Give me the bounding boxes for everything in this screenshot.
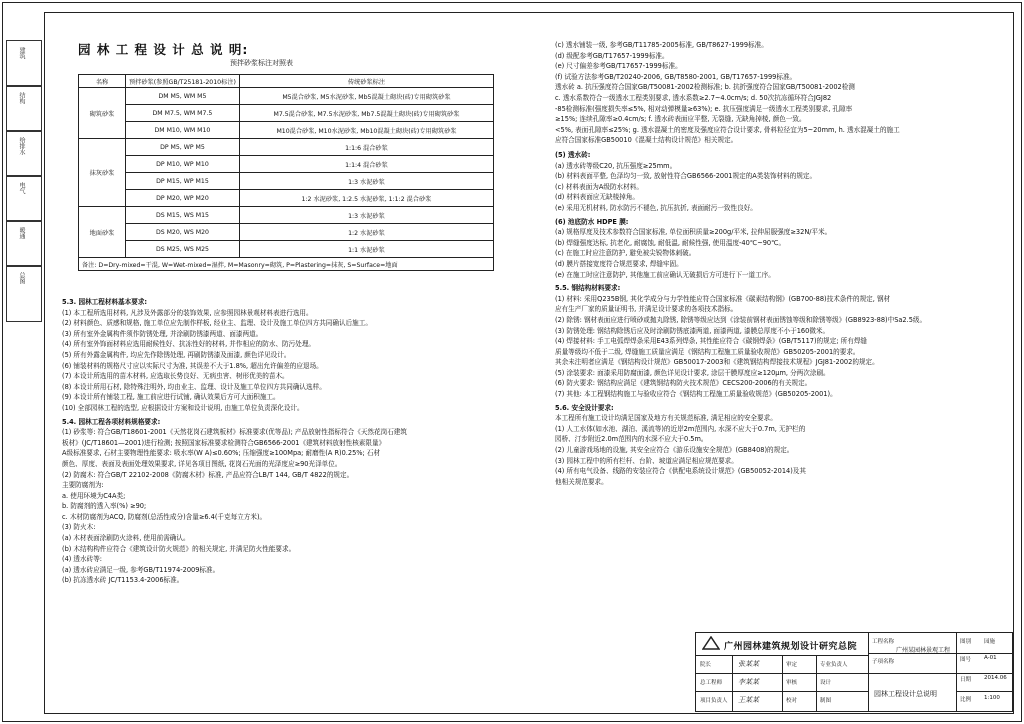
section-line: (6) 铺装材料的规格尺寸应以实际尺寸为准, 其误差不大于1.8%, 超出允许偏差的应退场。 [62, 361, 323, 370]
section-line: 应有生产厂家的质量证明书, 并满足设计要求的各项技术指标。 [555, 305, 738, 314]
desc-cell: 1:2 水泥砂浆 [239, 224, 493, 241]
table-header-cell: 预拌砂浆(参照GB/T25181-2010标注) [126, 75, 240, 88]
side-label: 暖通 [18, 227, 25, 239]
section-line: (a) 透水砖等级C20, 抗压强度≥25mm。 [555, 161, 677, 170]
section-heading: 5.3. 园林工程材料基本要求: [62, 298, 148, 306]
section-line: 其余未注明者应满足《钢结构设计规范》GB50017-2003和《建筑钢结构焊接技术规程》JGJ81-2002的规定。 [555, 358, 879, 367]
tb-label: 设计 [820, 680, 832, 686]
code-cell: DP M10, WP M10 [126, 156, 240, 173]
tb-label: 日期 [960, 677, 972, 683]
code-cell: DM M7.5, WM M7.5 [126, 105, 240, 122]
tb-label: 院长 [700, 662, 712, 668]
section-line: (4) 焊接材料: 手工电弧焊焊条采用E43系列焊条, 其性能应符合《碳钢焊条》(GB/T5117)的规定; 所有焊缝 [555, 337, 868, 346]
desc-cell: M10混合砂浆, M10水泥砂浆, Mb10混凝土砌块(砖)专用砌筑砂浆 [239, 122, 493, 139]
side-label: 总图 [18, 272, 25, 284]
section-heading: 5.6. 安全设计要求: [555, 403, 614, 412]
tb-value: 2014.06 [984, 675, 1007, 681]
section-line: (1) 本工程所选用材料, 凡涉及外露部分的装饰效果, 应参照园林景观材料表进行选用。 [62, 308, 313, 317]
section-line: (4) 透水砖等: [62, 555, 103, 564]
table-row [79, 105, 494, 122]
section-line: 主要防腐剂为: [62, 481, 104, 490]
section-line: (b) 焊缝强度达标, 抗老化, 耐腐蚀, 耐低温, 耐候性强, 使用温度-40℃~90℃。 [555, 238, 786, 247]
right-column [555, 147, 1005, 487]
document-title: 园 林 工 程 设 计 总 说 明: [78, 42, 249, 57]
code-cell: DS M25, WS M25 [126, 241, 240, 258]
desc-cell: 1:1:4 混合砂浆 [239, 156, 493, 173]
section-heading: (6) 池底防水 HDPE 膜: [555, 217, 629, 226]
tb-label: 总工程师 [700, 680, 723, 686]
tb-label: 子项名称 [872, 659, 895, 665]
section-line: ≥15%; 连续孔隙率≥0.4cm/s; f. 透水砖表面应平整, 无裂缝, 无缺角掉棱, 颜色一致。 [555, 115, 806, 124]
code-cell: DM M5, WM M5 [126, 88, 240, 105]
section-line: 应符合国家标准GB50010《混凝土结构设计规范》相关规定。 [555, 136, 738, 145]
table-row [79, 88, 494, 105]
section-line: 本工程所有施工设计均满足国家及地方有关规范标准, 满足相应的安全要求。 [555, 414, 777, 423]
table-row [79, 241, 494, 258]
tb-label: 工程名称 [872, 639, 895, 645]
section-line: (2) 防腐木: 符合GB/T 22102-2008《防腐木材》标准, 产品应符合LB/T 144, GB/T 4822的规定。 [62, 470, 354, 479]
section-line: a. 使用环境为C4A类; [62, 491, 126, 500]
left-column [62, 294, 532, 586]
section-line: (5) 所有外露金属构件, 均应先作除锈处理, 再刷防锈漆及面漆, 颜色详见设计。 [62, 350, 291, 359]
table-title: 预拌砂浆标注对照表 [230, 59, 293, 67]
desc-cell: 1:1 水泥砂浆 [239, 241, 493, 258]
category-cell: 砌筑砂浆 [79, 88, 126, 139]
desc-cell: 1:3 水泥砂浆 [239, 173, 493, 190]
title-block [695, 632, 1013, 712]
side-strip [6, 40, 42, 320]
desc-cell: 1:2 水泥砂浆, 1:2.5 水泥砂浆, 1:1:2 混合砂浆 [239, 190, 493, 207]
signature: 王某某 [738, 696, 759, 704]
side-label: 给排水 [18, 137, 25, 155]
section-line: (5) 涂装要求: 面漆采用防腐面漆, 颜色详见设计要求, 涂层干膜厚度应≥120μm, 分两次涂刷。 [555, 368, 830, 377]
section-line: <5%, 表面孔隙率≤25%; g. 透水混凝土的密度及强度应符合设计要求, 骨料粒径宜为5~20mm, h. 透水混凝土的施工 [555, 125, 900, 134]
section-line: (b) 抗冻透水砖 JC/T1153.4-2006标准。 [62, 576, 184, 585]
tb-label: 审定 [786, 662, 798, 668]
desc-cell: M5混合砂浆, M5水泥砂浆, Mb5混凝土砌块(砖)专用砌筑砂浆 [239, 88, 493, 105]
section-line: (10) 全部园林工程的选型, 应根据设计方案和设计说明, 由施工单位负责深化设计。 [62, 403, 304, 412]
tb-label: 图号 [960, 657, 972, 663]
tb-label: 制图 [820, 698, 832, 704]
section-line: (b) 木结构构件应符合《建筑设计防火规范》的相关规定, 并满足防火性能要求。 [62, 544, 296, 553]
section-line: 质量等级均不低于二级, 焊缝施工质量应满足《钢结构工程施工质量验收规范》GB50205-2001的要求。 [555, 347, 860, 356]
table-row [79, 224, 494, 241]
tb-label: 校对 [786, 698, 798, 704]
table-row [79, 207, 494, 224]
category-cell: 地面砂浆 [79, 207, 126, 258]
right-column-top [555, 40, 1005, 146]
section-line: (2) 除锈: 钢材表面应进行喷砂或抛丸除锈, 除锈等级应达到《涂装前钢材表面锈蚀等级和除锈等级》(GB8923-88)中Sa2.5级。 [555, 315, 927, 324]
section-line: 他相关规范要求。 [555, 477, 608, 486]
section-line: (6) 防火要求: 钢结构应满足《建筑钢结构防火技术规范》CECS200-2006的有关规定。 [555, 379, 812, 388]
table-header-cell: 名称 [79, 75, 126, 88]
section-line: (3) 园林工程中的所有栏杆、台阶、坡道应满足相应规范要求。 [555, 456, 738, 465]
desc-cell: 1:1:6 混合砂浆 [239, 139, 493, 156]
section-line: (f) 试验方法参考GB/T20240-2006, GB/T8580-2001, GB/T17657-1999标准。 [555, 72, 797, 81]
section-line: (d) 材料表面应无缺棱掉角。 [555, 193, 639, 202]
table-header-cell: 传统砂浆标注 [239, 75, 493, 88]
mortar-table [78, 74, 494, 271]
section-line: (d) 级配参考GB/T17657-1999标准。 [555, 51, 669, 60]
code-cell: DS M20, WS M20 [126, 224, 240, 241]
tb-value: A-01 [984, 655, 997, 661]
tb-label: 审核 [786, 680, 798, 686]
table-row [79, 139, 494, 156]
code-cell: DP M20, WP M20 [126, 190, 240, 207]
table-row [79, 173, 494, 190]
tb-label: 专业负责人 [820, 662, 848, 668]
section-line: 板材》(JC/T18601—2001)进行检测; 按照国家标准要求检测符合GB6566-2001《建筑材料放射性核素限量》 [62, 438, 386, 447]
section-line: (e) 在施工时应注意防护, 其他施工前应确认无破损后方可进行下一道工序。 [555, 270, 775, 279]
code-cell: DS M15, WS M15 [126, 207, 240, 224]
section-line: (e) 采用无机材料, 防水防污不褪色, 抗压抗折, 表面耐污一致性良好。 [555, 203, 757, 212]
company-name: 广州园林建筑规划设计研究总院 [724, 642, 858, 652]
section-heading: 5.4. 园林工程各项材料规格要求: [62, 417, 161, 426]
section-line: (a) 规格厚度及技术参数符合国家标准, 单位面积质量≥200g/平米, 拉伸屈服强度≥32N/平米。 [555, 228, 832, 237]
tb-label: 项目负责人 [700, 698, 728, 704]
section-line: (3) 所有室外金属构件须作防锈处理, 并涂刷防锈漆两道、面漆两道。 [62, 329, 263, 338]
section-line: (a) 木材表面涂刷防火涂料, 使用前需确认。 [62, 534, 190, 543]
section-line: (2) 儿童游戏场地的设施, 其安全应符合《游乐设施安全规范》(GB8408)的规定。 [555, 446, 794, 455]
table-header-row [79, 75, 494, 88]
section-line: (b) 材料表面平整, 色泽均匀一致, 放射性符合GB6566-2001规定的A类装饰材料的规定。 [555, 172, 817, 181]
section-line: (1) 砂浆等: 符合GB/T18601-2001《天然花岗石建筑板材》标准要求(优等品); 产品放射性指标符合《天然花岗石建筑 [62, 428, 407, 437]
tb-value: 园施 [984, 639, 996, 645]
section-line: (3) 防锈处理: 钢结构除锈后应及时涂刷防锈底漆两道, 面漆两道, 漆膜总厚度不小于160微米。 [555, 326, 830, 335]
table-note-row [79, 258, 494, 271]
section-line: c. 透水系数符合一级透水工程类别要求, 透水系数≥2.7~4.0cm/s; d. 50次抗冻循环符合JGJ82 [555, 93, 832, 102]
section-line: 透水砖 a. 抗压强度符合国家GB/T50081-2002检测标准; b. 抗折强度符合国家GB/T50081-2002检测 [555, 83, 855, 92]
section-line: -85检测标准(强度损失率≤5%, 相对动弹模量≥63%); e. 抗压强度满足一级透水工程类别要求, 孔隙率 [555, 104, 853, 113]
table-row [79, 156, 494, 173]
side-label: 电气 [18, 182, 25, 194]
section-line: 园桥、汀步附近2.0m范围内的水深不应大于0.5m。 [555, 435, 708, 444]
section-line: (7) 其他: 本工程钢结构施工与验收应符合《钢结构工程施工质量验收规范》(GB50205-2001)。 [555, 390, 837, 399]
project-name: 广州某园林景观工程 [896, 647, 951, 654]
section-line: A级标准要求, 石材主要物理性能要求: 吸水率(W A)≤0.60%; 压缩强度≥100Mpa; 耐磨性(A R)0.25%; 石材 [62, 449, 381, 458]
section-line: c. 木材防腐剂为ACQ, 防腐剂(总活性成分)含量≥6.4(千克每立方米)。 [62, 512, 267, 521]
category-cell: 抹灰砂浆 [79, 139, 126, 207]
section-line: (4) 所有室外饰面材料应选用耐候性好、抗冻性好的材料, 并作相应的防水、防污处理。 [62, 340, 316, 349]
code-cell: DP M15, WP M15 [126, 173, 240, 190]
section-line: (a) 透水砖应满足一级, 参考GB/T11974-2009标准。 [62, 565, 220, 574]
section-heading: 5.5. 钢结构材料要求: [555, 284, 621, 293]
section-line: (4) 所有电气设备、线路的安装应符合《供配电系统设计规范》(GB50052-2014)及其 [555, 467, 806, 476]
section-line: (e) 尺寸偏差参考GB/T17657-1999标准。 [555, 62, 682, 71]
section-line: (3) 防火木: [62, 523, 96, 532]
section-line: (1) 材料: 采用Q235B钢, 其化学成分与力学性能应符合国家标准《碳素结构钢》(GB700-88)技术条件的规定, 钢材 [555, 294, 891, 303]
section-line: (2) 材料颜色、质感和规格, 施工单位应先制作样板, 经业主、监理、设计及施工单位四方共同确认后施工。 [62, 319, 372, 328]
table-note: 备注: D=Dry-mixed=干混, W=Wet-mixed=湿拌, M=Masonry=砌筑, P=Plastering=抹灰, S=Surface=地面 [79, 258, 494, 271]
signature: 张某某 [738, 660, 759, 668]
desc-cell: M7.5混合砂浆, M7.5水泥砂浆, Mb7.5混凝土砌块(砖)专用砌筑砂浆 [239, 105, 493, 122]
section-line: b. 防腐剂的透入率(%) ≥90; [62, 502, 147, 511]
side-label: 结构 [18, 92, 25, 104]
section-line: 颜色、厚度、表面及表面处理效果要求, 详见各项目图纸, 花岗石光面的光泽度应≥90光泽单位。 [62, 459, 342, 468]
tb-label: 比例 [960, 697, 972, 703]
code-cell: DP M5, WP M5 [126, 139, 240, 156]
section-line: (d) 膜片搭接宽度符合规范要求, 焊缝牢固。 [555, 259, 683, 268]
tb-label: 图别 [960, 639, 972, 645]
code-cell: DM M10, WM M10 [126, 122, 240, 139]
section-line: (1) 人工水体(如水池、湖泊、溪流等)的近岸2m范围内, 水深不应大于0.7m, 无护栏的 [555, 424, 806, 433]
section-line: (c) 材料表面为A级防水材料。 [555, 182, 643, 191]
company-logo-icon [702, 636, 720, 650]
section-line: (c) 在施工时应注意防护, 避免被尖锐物体刺破。 [555, 249, 696, 258]
signature: 李某某 [738, 678, 759, 686]
desc-cell: 1:3 水泥砂浆 [239, 207, 493, 224]
side-label: 建筑 [18, 47, 25, 59]
table-row [79, 122, 494, 139]
section-line: (7) 本设计所选用的苗木材料, 应选取长势良好、无病虫害、树形优美的苗木。 [62, 372, 289, 381]
section-line: (c) 透水铺装一级, 参考GB/T11785-2005标准, GB/T8627-1999标准。 [555, 41, 768, 49]
section-line: (9) 本设计所有铺装工程, 施工前应进行试铺, 确认效果后方可大面积施工。 [62, 393, 280, 402]
section-heading: (5) 透水砖: [555, 151, 591, 159]
drawing-name: 园林工程设计总说明 [874, 690, 937, 698]
section-line: (8) 本设计所用石材, 除特殊注明外, 均由业主、监理、设计及施工单位四方共同确认选样。 [62, 382, 326, 391]
tb-value: 1:100 [984, 695, 1000, 701]
table-row [79, 190, 494, 207]
